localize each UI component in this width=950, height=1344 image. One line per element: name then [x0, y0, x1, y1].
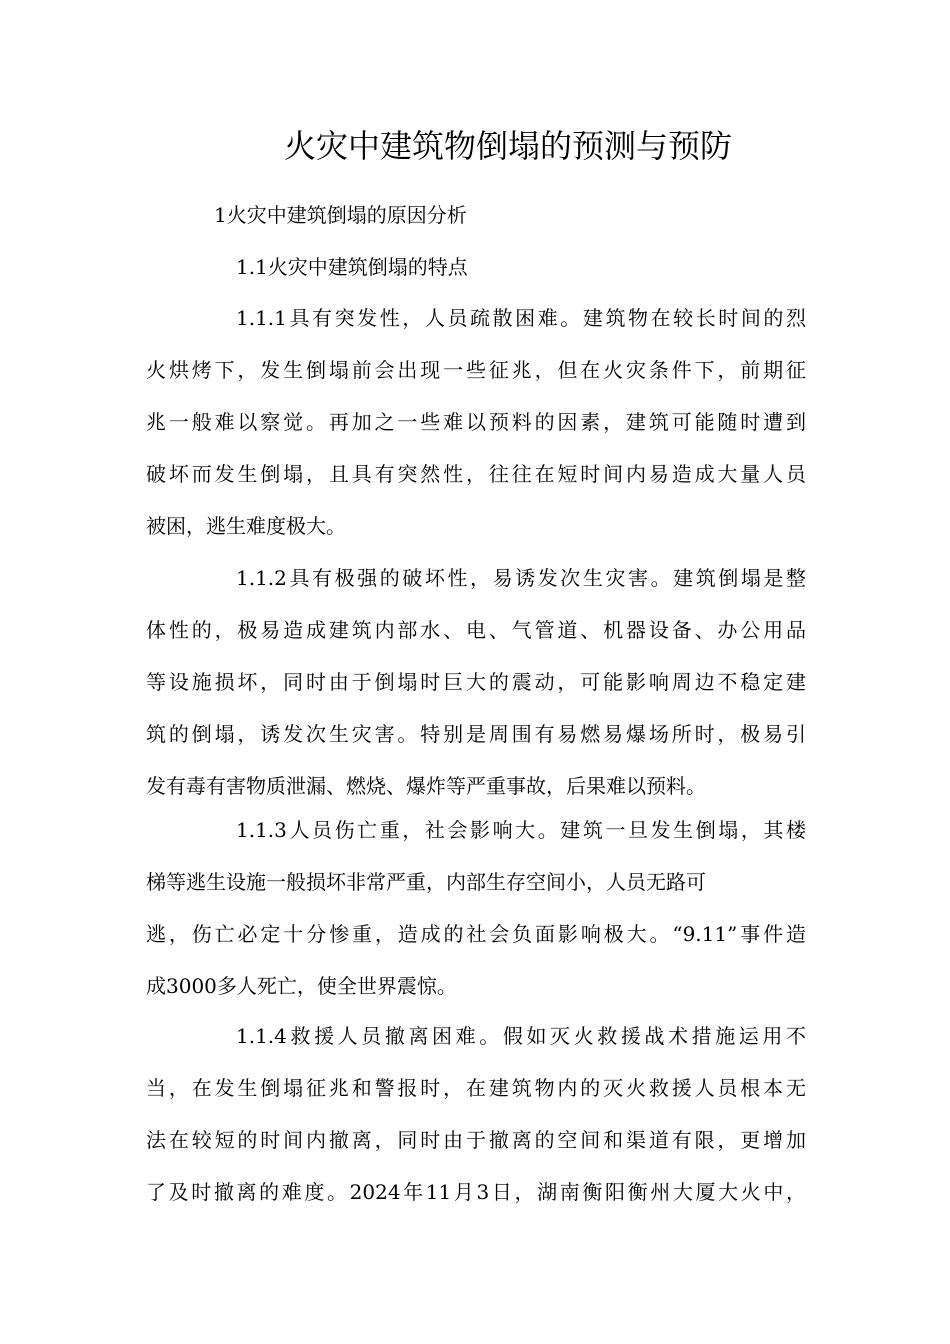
paragraph-line: 成3000多人死亡，使全世界震惊。 — [146, 974, 457, 998]
paragraph-line: 等设施损坏，同时由于倒塌时巨大的震动，可能影响周边不稳定建 — [146, 670, 806, 694]
paragraph-line: 1.1.4救援人员撤离困难。假如灭火救援战术措施运用不 — [236, 1024, 806, 1048]
paragraph-line: 破坏而发生倒塌，且具有突然性，往往在短时间内易造成大量人员 — [146, 462, 806, 486]
paragraph-line: 发有毒有害物质泄漏、燃烧、爆炸等严重事故，后果难以预料。 — [146, 774, 706, 798]
paragraph-line: 兆一般难以察觉。再加之一些难以预料的因素，建筑可能随时遭到 — [146, 410, 806, 434]
paragraph-line: 逃，伤亡必定十分惨重，造成的社会负面影响极大。“9.11”事件造 — [146, 922, 806, 946]
paragraph-line: 1.1.3人员伤亡重，社会影响大。建筑一旦发生倒塌，其楼 — [236, 818, 806, 842]
paragraph-line: 火烘烤下，发生倒塌前会出现一些征兆，但在火灾条件下，前期征 — [146, 358, 806, 382]
section-heading: 1火灾中建筑倒塌的原因分析 — [214, 203, 467, 227]
paragraph-1-1-2 — [146, 552, 806, 812]
subsection-heading: 1.1火灾中建筑倒塌的特点 — [236, 255, 468, 279]
paragraph-line: 1.1.2具有极强的破坏性，易诱发次生灾害。建筑倒塌是整 — [236, 566, 806, 590]
paragraph-1-1-4 — [146, 1010, 806, 1218]
paragraph-line: 被困，逃生难度极大。 — [146, 514, 346, 538]
paragraph-line: 了及时撤离的难度。2024年11月3日，湖南衡阳衡州大厦大火中， — [146, 1180, 806, 1204]
paragraph-line: 体性的，极易造成建筑内部水、电、气管道、机器设备、办公用品 — [146, 618, 806, 642]
paragraph-1-1-1 — [146, 292, 806, 552]
paragraph-line: 梯等逃生设施一般损坏非常严重，内部生存空间小，人员无路可 — [146, 870, 706, 894]
document-title: 火灾中建筑物倒塌的预测与预防 — [283, 127, 732, 165]
paragraph-line: 1.1.1具有突发性，人员疏散困难。建筑物在较长时间的烈 — [236, 306, 806, 330]
paragraph-line: 当，在发生倒塌征兆和警报时，在建筑物内的灭火救援人员根本无 — [146, 1076, 806, 1100]
paragraph-line: 法在较短的时间内撤离，同时由于撤离的空间和渠道有限，更增加 — [146, 1128, 806, 1152]
paragraph-line: 筑的倒塌，诱发次生灾害。特别是周围有易燃易爆场所时，极易引 — [146, 722, 806, 746]
paragraph-1-1-3 — [146, 804, 806, 1012]
